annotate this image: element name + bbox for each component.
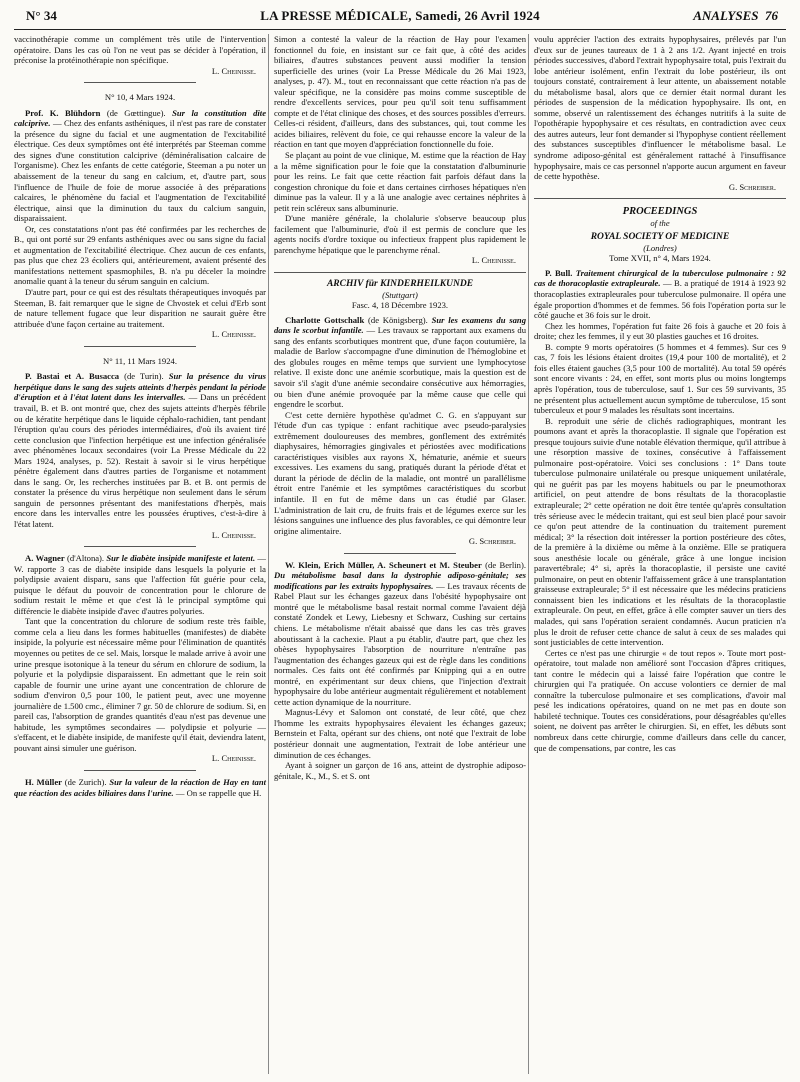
article-text: — Les travaux se rapportant aux examens du sang des enfants scorbutiques montrent que, d'une façon coutumière, la maladie de Barlow s'accompagne d'une diminution de l'hémoglobine et des globules rouges en même temps que survient une lymphocytose relative. Il existe donc une anémie scorbutique, mais la question est de savoir s'il s'agit d'une anémie secondaire consécutive aux hémorragies, ou bien d'une anémie provoquée par la même cause que celle qui engendre le scorbut. [274,325,527,410]
signature: L. Cheinisse. [471,255,516,266]
signature: G. Schreiber. [468,536,516,547]
column-3 [534,34,786,753]
divider [344,553,456,554]
header-rule [14,29,786,30]
author-location: (de Königsberg). [368,314,428,325]
paragraph: B. reproduit une série de clichés radiographiques, montrant les poumons avant et après la thoracoplastie. Il signale que l'opération est presque toujours suivie d'une notable élévation thermique, qu'il attribue à une résorption massive de toxines, consécutive à l'affaissement pulmonaire post-opératoire. Voici ses conclusions : 1° Dans toute tuberculose pulmonaire unilatérale ou presque uniquement unilatérale, qui ne guérit pas par les moyens habituels ou par le pneumothorax artificiel, on peut attendre de bons résultats de la thoracoplastie extrapleurale; 2° cette opération ne doit être tentée qu'après consultation très sérieuse avec le médecin traitant, qui est seul bien placé pour savoir ce qu'on peut attendre de la continuation du traitement purement médical; 3° la résection doit intéresser la portion postérieure des côtes, de la première à la dixième ou même à la onzième. Elle se pratiquera sous anesthésie locale ou générale, grâce à une longue incision paravertébrale; 4° si, après la thoracoplastie, il persiste une cavité pulmonaire, on peut en obtenir l'affaissement grâce à une transplantation graisseuse extrapleurale; 5° il est nécessaire que les médecins praticiens connaissent bien les indications et les résultats de la thoracoplastie extrapleurale. On peut, en effet, grâce à elle compter sauver un tiers des malades, qui sans l'opération seraient condamnés. Aucun praticien n'a plus le droit de refuser cette chance de salut à ceux de ses malades qui sont justiciables de cette intervention. [534,415,786,648]
divider [84,770,196,771]
divider [534,198,786,199]
article-title: Sur la valeur de la réaction de Hay en tant que réaction des acides biliaires dans l'urine. [14,777,266,798]
journal-location: (Stuttgart) [382,289,418,300]
article [14,777,266,798]
issue-heading: Tome XVII, n° 4, Mars 1924. [609,253,711,264]
paragraph: B. compte 9 morts opératoires (5 hommes et 4 femmes). Sur ces 9 cas, 7 fois les lésions étaient droites (19,4 pour 100 de mortalité), et 2 fois elles étaient gauches (3,5 pour 100 de mortalité). Au total 59 opérés sont encore vivants : 24, en effet, sont morts plus ou moins longtemps après l'opération, tous de tuberculose, sauf 1. Sur ces 59 survivants, 35 ne présentent plus actuellement aucun symptôme de tuberculose, 15 sont tuberculeux et pour 9 malades les résultats sont incertains. [534,341,786,416]
signature: G. Schreiber. [728,181,776,192]
article-text: — Dans un précédent travail, B. et B. ont montré que, chez des sujets atteints d'herpès fébrile ou de kératite herpétique dans le liquide céphalo-rachidien, tant pendant l'éruption qu'au cours des périodes intermédiaires, d'où ils avaient tiré cette conclusion que l'infection herpétique est une infection généralisée avec phénomènes locaux secondaires (voir La Presse Médicale du 22 Mars 1924, analyses, p. 52). Restait à savoir si le virus herpétique pénètre également dans d'autres parties de l'organisme et notamment dans le sang. Or, les recherches instituées par B. et B. ont permis de constater la présence du virus herpétique non seulement dans le sérum sanguin de personnes présentant des manifestations d'herpès, mais encore dans les intervalles entre les poussées éruptives, c'est-à-dire à l'état latent. [14,392,266,529]
article-title: Traitement chirurgical de la tuberculose pulmonaire : 92 cas de thoracoplastie extrapleurale. [534,267,786,289]
journal-heading: PROCEEDINGS [622,206,698,218]
journal-location: (Londres) [643,242,677,253]
journal-title: LA PRESSE MÉDICALE, Samedi, 26 Avril 1924 [260,8,540,23]
article-text: — Les travaux récents de Rabel Plaut sur les échanges gazeux dans l'obésité hypophysaire ont montré que le métabolisme basal restait normal comme l'avaient déjà constaté Zondek et Lewy, Liebesny et Schwarz, Cushing sur certains chiens. Le métabolisme n'était abaissé que dans les cas très graves aboutissant à la cachexie. Plaut a pu établir, d'autre part, que chez les obèses hypophysaires l'absorption de nourriture n'entraîne pas l'augmentation des échanges gazeux qui est de règle dans les conditions normales. Ces faits ont été confirmés par Knipping qui a en outre montré, en expérimentant sur deux chiens, que l'injection d'extrait hypophysaire du lobe antérieur augmentait régulièrement et notablement cette action dynamique de la nourriture. [274,580,526,707]
article-author: P. Bastai et A. Busacca [25,371,120,382]
paragraph: C'est cette dernière hypothèse qu'admet C. G. en s'appuyant sur l'étude d'un cas typique : enfant rachitique avec pseudo-paralysies extrêmement douloureuses des membres, gonflement des extrémités diaphysaires, hémorragies gingivales et périostées avec modifications caractéristiques visibles aux rayons X, hématurie, anémie et sueurs excessives. Les examens du sang, pratiqués durant la période d'état et durant la période de déclin de la maladie, ont montré un parallélisme étroit entre l'anémie et les symptômes caractéristiques du scorbut infantile. Il en fut de même dans un cas étudié par Glaser. L'administration de lait cru, de fruits frais et de légumes exerce sur les lésions sanguines une influence des plus favorables, ce qui démontre leur origine alimentaire. [274,409,526,536]
signature: L. Cheinisse. [211,329,256,340]
article [14,108,266,224]
paragraph: voulu apprécier l'action des extraits hypophysaires, prélevés par l'un d'eux sur de jeunes taureaux de 1 à 2 ans 1/2. Ayant injecté en trois périodes successives, d'abord l'extrait hypophysaire total, puis l'extrait du lobe antérieur isolément, enfin l'extrait du lobe postérieur, ils ont toujours constaté, contrairement à leur attente, un abaissement notable du métabolisme basal, alors que ce dernier était normal durant les périodes de suspension de la médication hypophysaire. Ils ont, en somme, observé un ralentissement des échanges nutritifs à la suite de l'opothérapie hypophysaire et ces résultats, en contradiction avec ceux des autres auteurs, leur font demander si l'hypophyse contient réellement des substances susceptibles d'influencer le métabolisme basal. Le syndrome adiposo-génital est généralement rattaché à l'insuffisance hypophysaire, mais ce cas personnel n'apporte aucun argument en faveur de cette hypothèse. [534,34,786,182]
article-author: W. Klein, Erich Müller, A. Scheunert et M. Steuber [285,559,482,570]
column-separator [268,34,269,1074]
paragraph: Tant que la concentration du chlorure de sodium reste très faible, comme cela a lieu dans les formes habituelles (manifestes) de diabète insipide, la polyurie est nécessaire même pour l'élimination de quantités moyennes ou petites de ce sel. Mais, lorsque le malade arrive à avoir une urine presque isotonique à la teneur du sérum en chlorure de sodium, la polyurie et la polydipsie disparaissent. En admettant que le rein soit capable de fournir une urine ayant une concentration de chlorure de sodium d'environ 0,5 pour 100, le patient peut, avec une moyenne journalière de 1.500 cmc., éliminer 7 gr. 50 de chlorure de sodium. Si, en pareil cas, l'absorption de grandes quantités d'eau n'est pas devenue une habitude, les symptômes secondaires — polydipsie et polyurie — s'effacent, et le diabète insipide, de manifeste qu'il était, deviendra latent, pouvant ainsi simuler une guérison. [14,616,266,753]
divider [84,546,196,547]
issue-heading: N° 11, 11 Mars 1924. [103,355,177,366]
article-author: Charlotte Gottschalk [285,314,365,325]
article-title: Sur le diabète insipide manifeste et latent. [106,553,256,564]
column-2 [274,34,526,781]
article-title: Sur la présence du virus herpétique dans le sang des sujets atteints d'herpès pendant la période d'éruption et à l'état latent dans les intervalles. [14,371,266,403]
issue-number: N° 34 [26,8,57,23]
article-text: — B. a pratiqué de 1914 à 1923 92 thoracoplasties extrapleurales pour tuberculose pulmonaire. Il opéra une égale proportion d'hommes et de femmes. 56 fois l'opération porta sur le côté gauche et 36 fois sur le droit. [534,278,786,321]
section-name: ANALYSES [693,8,759,23]
column-separator [528,34,529,1074]
paragraph: Simon a contesté la valeur de la réaction de Hay pour l'examen fonctionnel du foie, en insistant sur ce fait que, à côté des acides biliaires, d'autres substances peuvent aussi modifier la tension superficielle des urines (voir La Presse Médicale du 26 Mai 1923, analyses, p. 47). M., tout en reconnaissant que cette réaction n'a pas de valeur spécifique, ne la considère pas moins comme susceptible de rendre d'excellents services, pour peu qu'il soit tenu suffisamment compte et de l'état clinique des choses, et des sources possibles d'erreurs. Celles-ci résident, d'ailleurs, dans des substances, qui, tout comme les acides biliaires, relèvent du foie, ce qui rehausse encore la valeur de la réaction en tant que moyen d'appréciation fonctionnelle du foie. [274,34,526,150]
signature: L. Cheinisse. [211,529,256,540]
divider [274,272,526,273]
author-location: (d'Altona). [66,553,105,564]
article [274,315,526,410]
article-title: Sur la constitution dite calciprive. [14,107,267,129]
author-location: (de Berlin). [485,559,526,570]
paragraph: vaccinothérapie comme un complément très utile de l'intervention opératoire. Dans les cas où l'on ne veut pas se décider à l'opération, il préconise la protéinothérapie non spécifique. [14,34,266,66]
author-location: (de Turin). [124,371,164,382]
article-text: — On se rappelle que H. [175,787,262,798]
journal-heading-of: of the [650,217,670,228]
article-author: P. Bull. [545,267,573,278]
page-number: 76 [765,8,778,23]
page-header [14,6,786,28]
issue-heading: N° 10, 4 Mars 1924. [104,92,176,103]
author-location: (de Zurich). [64,777,107,787]
paragraph: Chez les hommes, l'opération fut faite 26 fois à gauche et 20 fois à droite; chez les femmes, il y eut 30 plasties gauches et 16 droites. [534,320,786,342]
signature: L. Cheinisse. [211,65,256,76]
paragraph: Or, ces constatations n'ont pas été confirmées par les recherches de B., qui ont porté sur 29 enfants asthéniques avec ou sans signe du facial et augmentation de l'excitabilité électrique. Chez aucun de ces enfants, pas plus que chez 23 écoliers qui, antérieurement, avaient présenté des manifestations nettement spasmophiles, B. n'a pu déceler la moindre anomalie quant à la teneur du sérum sanguin en calcium. [14,223,266,287]
article [534,268,786,321]
article-author: H. Müller [25,777,62,787]
article-text: — W. rapporte 3 cas de diabète insipide dans lesquels la polyurie et la polydipsie avaient disparu, sans que l'affection fût guérie pour cela, puisque le défaut du pouvoir de concentration pour le chlorure de sodium restait le même et que c'est là le principal symptôme qui différencie le diabète insipide d'avec d'autres polyuries. [14,553,266,616]
article-title: Sur les examens du sang dans le scorbut infantile. [274,314,527,336]
section-label [693,8,778,24]
article-text: — Chez des enfants asthéniques, il n'est pas rare de constater la présence du signe du facial et une augmentation de l'excitabilité électrique. Ces deux symptômes ont été interprétés par Steeman comme des signes d'une constitution calciprive (déminéralisation calcaire de l'organisme). Chez les enfants de cette catégorie, Steeman a pu noter un abaissement de la teneur du sang en calcium, et, d'autre part, sous l'influence de l'huile de foie de morue associée à des préparations calcaires, le phénomène du facial et l'augmentation de l'excitabilité électrique, ainsi que la diminution du taux du calcium sanguin, disparaissaient. [14,118,266,224]
journal-heading: ARCHIV für KINDERHEILKUNDE [326,279,474,290]
article-title: Du métabolisme basal dans la dystrophie adiposo-génitale; ses modifications par les extraits hypophysaires. [274,570,526,591]
article-author: A. Wagner [25,553,65,564]
paragraph: D'une manière générale, la cholalurie s'observe beaucoup plus facilement que l'albuminurie, d'où il est permis de conclure que les agents nocifs d'ordre toxique ou infectieux frappent plus rapidement le parenchyme hépatique que le parenchyme rénal. [274,213,526,255]
signature: L. Cheinisse. [211,753,256,764]
paragraph: D'autre part, pour ce qui est des résultats thérapeutiques invoqués par Steeman, B. fait remarquer que le signe de Chvostek et celui d'Erb sont de nature tellement fugace que leur disparition ne saurait guère être attribuée d'une façon certaine au traitement. [14,287,266,329]
article [274,560,526,708]
paragraph: Ayant à soigner un garçon de 16 ans, atteint de dystrophie adiposo-génitale, K., M., S. et S. ont [274,760,526,781]
article [14,553,266,616]
column-1 [14,34,266,798]
divider [84,82,196,83]
article-author: Prof. K. Blühdorn [25,107,101,118]
journal-heading-society: ROYAL SOCIETY OF MEDICINE [590,232,730,243]
paragraph: Magnus-Lévy et Salomon ont constaté, de leur côté, que chez l'homme les extraits hypophysaires élevaient les échanges gazeux; Bernstein et Falta, opérant sur des chiens, ont noté que l'extrait de lobe postérieur donnait une augmentation, l'extrait de lobe antérieur une diminution de ces échanges. [274,707,526,760]
paragraph: Se plaçant au point de vue clinique, M. estime que la réaction de Hay a la même signification pour le foie que la constatation d'albuminurie pour les reins. Le fait que cette réaction fait parfois défaut dans la congestion chronique du foie et dans certaines cirrhoses hépatiques n'en diminue pas la valeur. Il y a là une analogie avec certaines néphrites à petit rein scléreux sans albuminurie. [274,150,526,213]
divider [84,346,196,347]
article [14,371,266,529]
paragraph: Certes ce n'est pas une chirurgie « de tout repos ». Toute mort post-opératoire, tout malade non amélioré sont l'occasion d'âpres critiques, tant contre le médecin qui a laissé faire l'opération que contre le chirurgien qui l'a pratiquée. On accuse volontiers ce dernier de mal connaître la tuberculose pulmonaire et ses complications, d'avoir mal pesé les indications opératoires, quand on ne met pas en doute son habileté technique. Toutes ces considérations, pour désagréables qu'elles soient, ne doivent pas arrêter le chirurgien. Si, en effet, les débuts sont nombreux dans cette chirurgie, comme d'ailleurs dans celle du cancer, que de compensations, par contre, les cas [534,647,786,753]
issue-heading: Fasc. 4, 18 Décembre 1923. [351,300,449,311]
author-location: (de Gœttingue). [106,107,166,118]
